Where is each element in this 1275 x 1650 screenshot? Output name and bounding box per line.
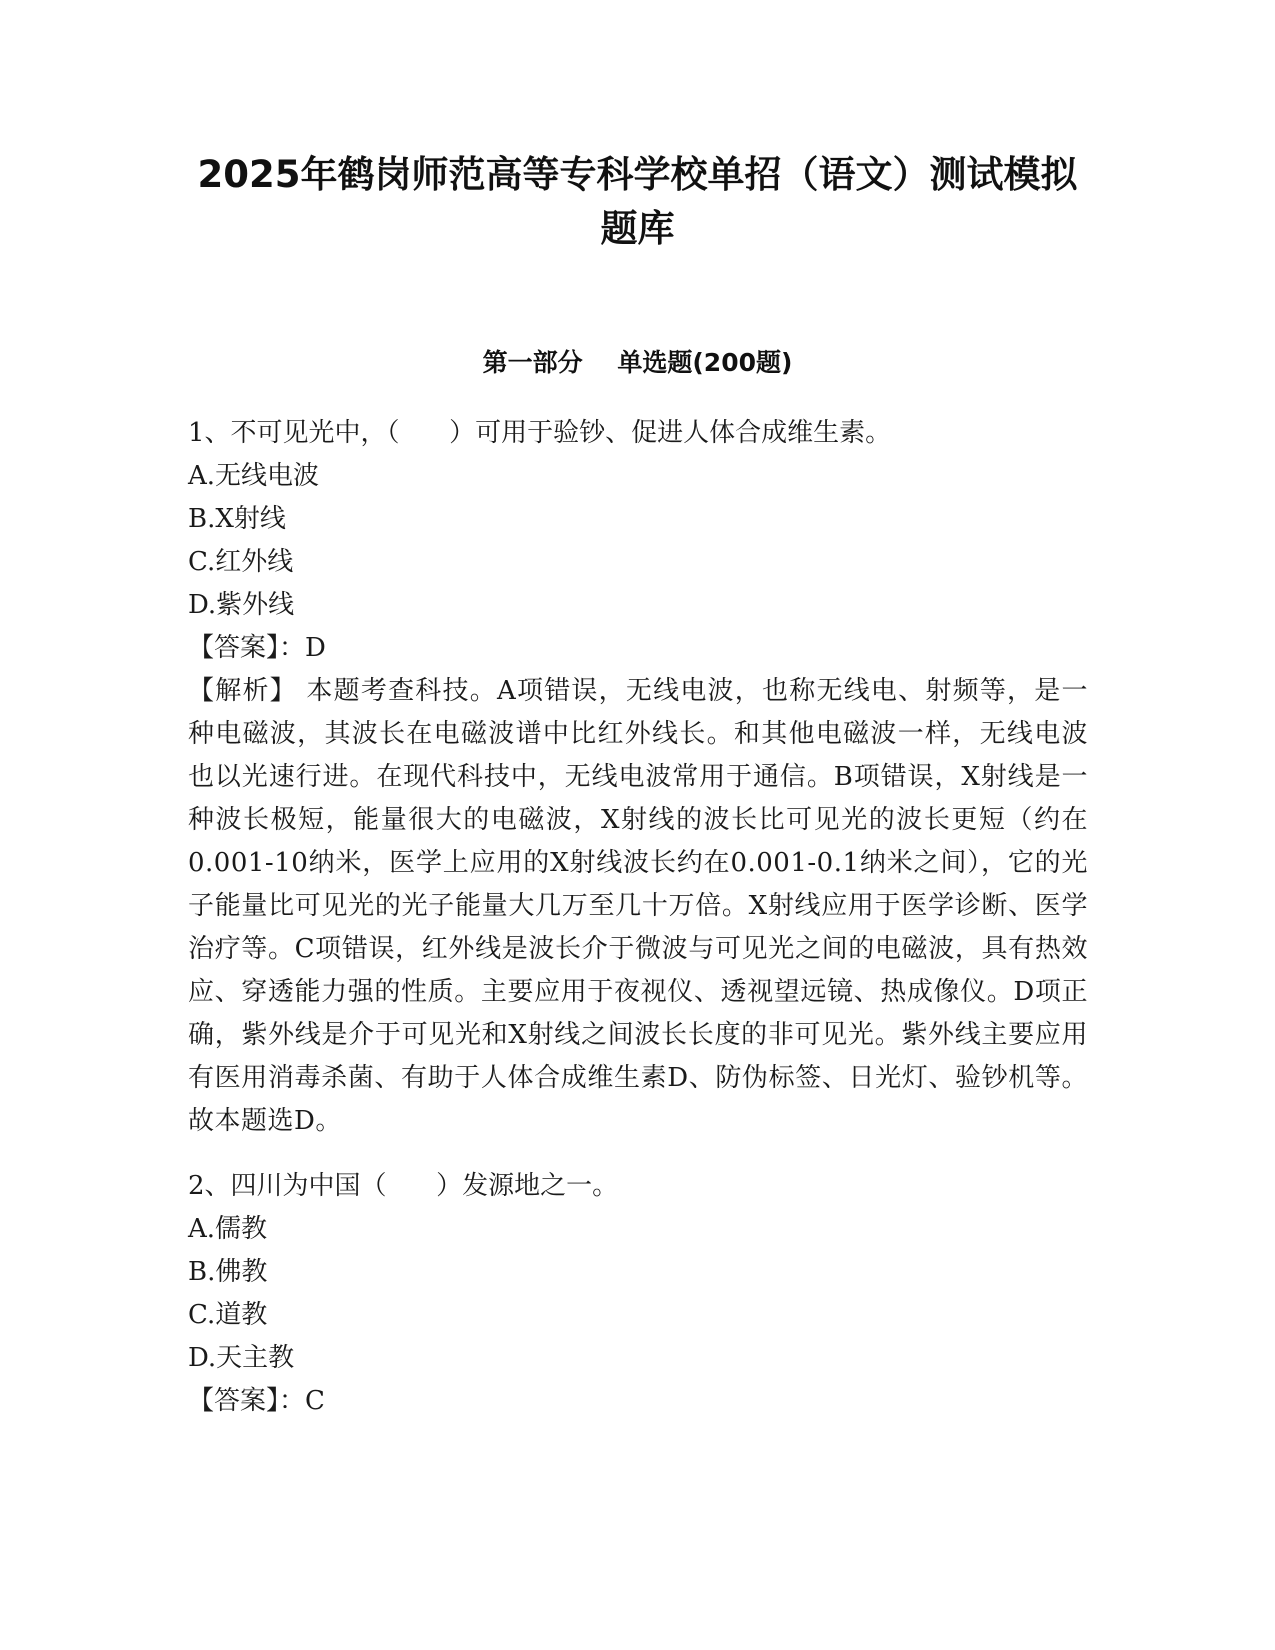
option-b: B.X射线 [188,504,286,534]
option-c: C.红外线 [188,547,294,577]
question-stem: 2、四川为中国（ ）发源地之一。 [188,1171,619,1201]
document-title: 2025年鹤岗师范高等专科学校单招（语文）测试模拟题库 [197,153,1078,250]
option-a: A.无线电波 [188,461,320,491]
question-stem: 1、不可见光中，（ ）可用于验钞、促进人体合成维生素。 [188,418,892,448]
question-list [188,412,1088,1423]
option-d: D.紫外线 [188,590,295,620]
option-b: B.佛教 [188,1257,268,1287]
option-a: A.儒教 [188,1214,268,1244]
option-c: C.道教 [188,1300,268,1330]
answer-line: 【答案】：D [188,633,326,663]
question-gap [188,1143,1088,1165]
answer-line: 【答案】：C [188,1386,325,1416]
explanation-paragraph: 【解析】 本题考查科技。A项错误，无线电波，也称无线电、射频等，是一种电磁波，其波长在电磁波谱中比红外线长。和其他电磁波一样，无线电波也以光速行进。在现代科技中，无线电波常用于通信。B项错误，X射线是一种波长极短，能量很大的电磁波，X射线的波长比可见光的波长更短（约在0.001-10纳米，医学上应用的X射线波长约在0.001-0.1纳米之间），它的光子能量比可见光的光子能量大几万至几十万倍。X射线应用于医学诊断、医学治疗等。C项错误，红外线是波长介于微波与可见光之间的电磁波，具有热效应、穿透能力强的性质。主要应用于夜视仪、透视望远镜、热成像仪。D项正确，紫外线是介于可见光和X射线之间波长长度的非可见光。紫外线主要应用有医用消毒杀菌、有助于人体合成维生素D、防伪标签、日光灯、验钞机等。故本题选D。 [188,676,1088,1136]
question-item [188,412,1088,1143]
section-heading: 第一部分 单选题(200题) [482,348,793,377]
question-item [188,1165,1088,1423]
option-d: D.天主教 [188,1343,295,1373]
